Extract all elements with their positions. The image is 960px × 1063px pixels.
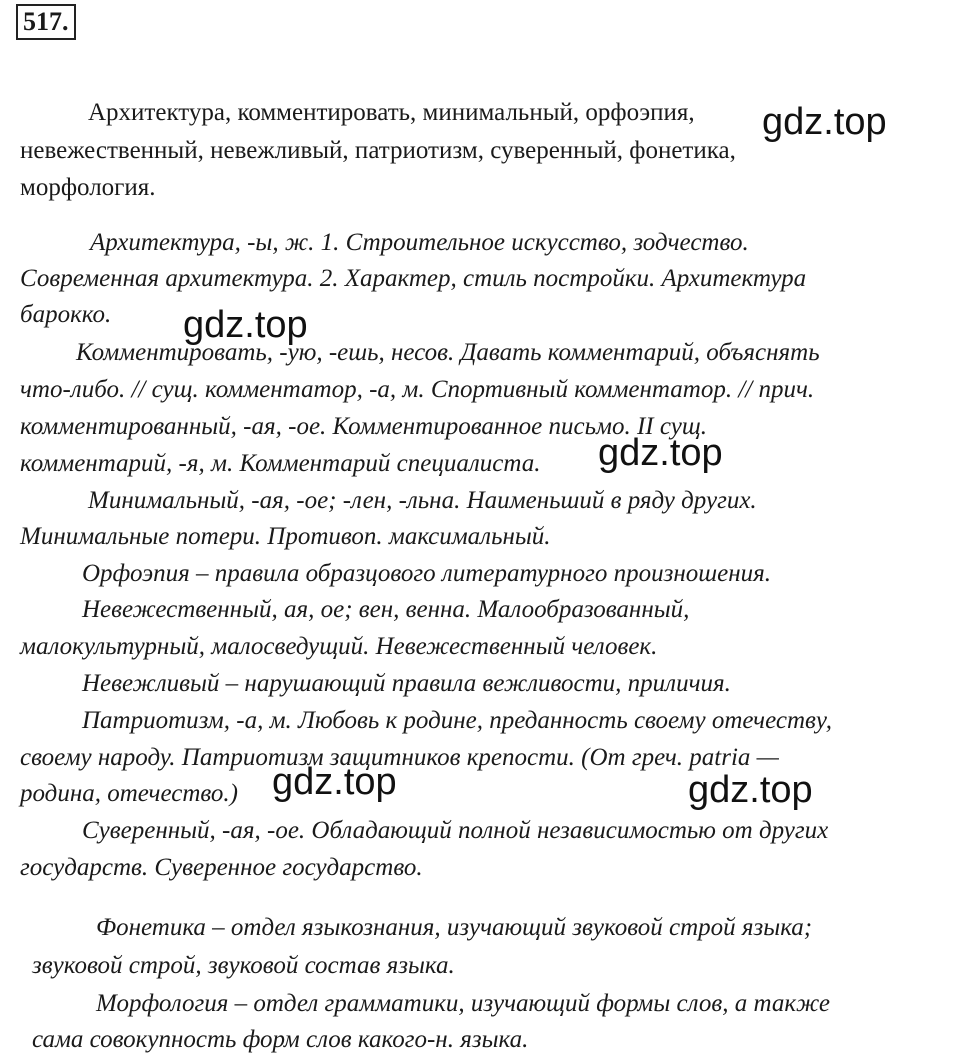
- definition-line: Морфология – отдел грамматики, изучающий формы слов, а также: [96, 990, 831, 1017]
- definition-line: Патриотизм, -а, м. Любовь к родине, преданность своему отечеству,: [82, 707, 832, 734]
- definition-line: Современная архитектура. 2. Характер, стиль постройки. Архитектура: [20, 265, 807, 292]
- watermark: gdz.top: [688, 769, 813, 811]
- definition-line: своему народу. Патриотизм защитников крепости. (От греч. patria —: [20, 744, 779, 771]
- definition-line: комментарий, -я, м. Комментарий специалиста.: [20, 450, 541, 477]
- word-list-line: Архитектура, комментировать, минимальный, орфоэпия,: [88, 99, 695, 126]
- definition-line: Минимальные потери. Противоп. максимальный.: [20, 523, 551, 550]
- definition-line: звуковой строй, звуковой состав языка.: [32, 952, 455, 979]
- exercise-number: 517.: [16, 4, 76, 40]
- word-list-line: невежественный, невежливый, патриотизм, суверенный, фонетика,: [20, 137, 736, 164]
- definition-line: барокко.: [20, 301, 112, 328]
- definition-line: Невежливый – нарушающий правила вежливости, приличия.: [82, 670, 731, 697]
- definition-line: комментированный, -ая, -ое. Комментированное письмо. II сущ.: [20, 413, 707, 440]
- definition-line: Комментировать, -ую, -ешь, несов. Давать комментарий, объяснять: [76, 339, 820, 366]
- definition-line: малокультурный, малосведущий. Невежественный человек.: [20, 633, 658, 660]
- watermark: gdz.top: [598, 432, 723, 474]
- definition-line: Минимальный, -ая, -ое; -лен, -льна. Наименьший в ряду других.: [88, 487, 757, 514]
- definition-line: сама совокупность форм слов какого-н. языка.: [32, 1026, 529, 1053]
- definition-line: Фонетика – отдел языкознания, изучающий звуковой строй языка;: [96, 914, 813, 941]
- watermark: gdz.top: [272, 761, 397, 803]
- word-list-line: морфология.: [20, 174, 156, 201]
- definition-line: что-либо. // сущ. комментатор, -а, м. Спортивный комментатор. // прич.: [20, 376, 815, 403]
- watermark: gdz.top: [762, 101, 887, 143]
- definition-line: государств. Суверенное государство.: [20, 854, 423, 881]
- definition-line: Орфоэпия – правила образцового литературного произношения.: [82, 560, 771, 587]
- definition-line: Архитектура, -ы, ж. 1. Строительное искусство, зодчество.: [90, 229, 749, 256]
- definition-line: Суверенный, -ая, -ое. Обладающий полной независимостью от других: [82, 817, 829, 844]
- definition-line: родина, отечество.): [20, 780, 238, 807]
- definition-line: Невежественный, ая, ое; вен, венна. Малообразованный,: [82, 596, 690, 623]
- watermark: gdz.top: [183, 304, 308, 346]
